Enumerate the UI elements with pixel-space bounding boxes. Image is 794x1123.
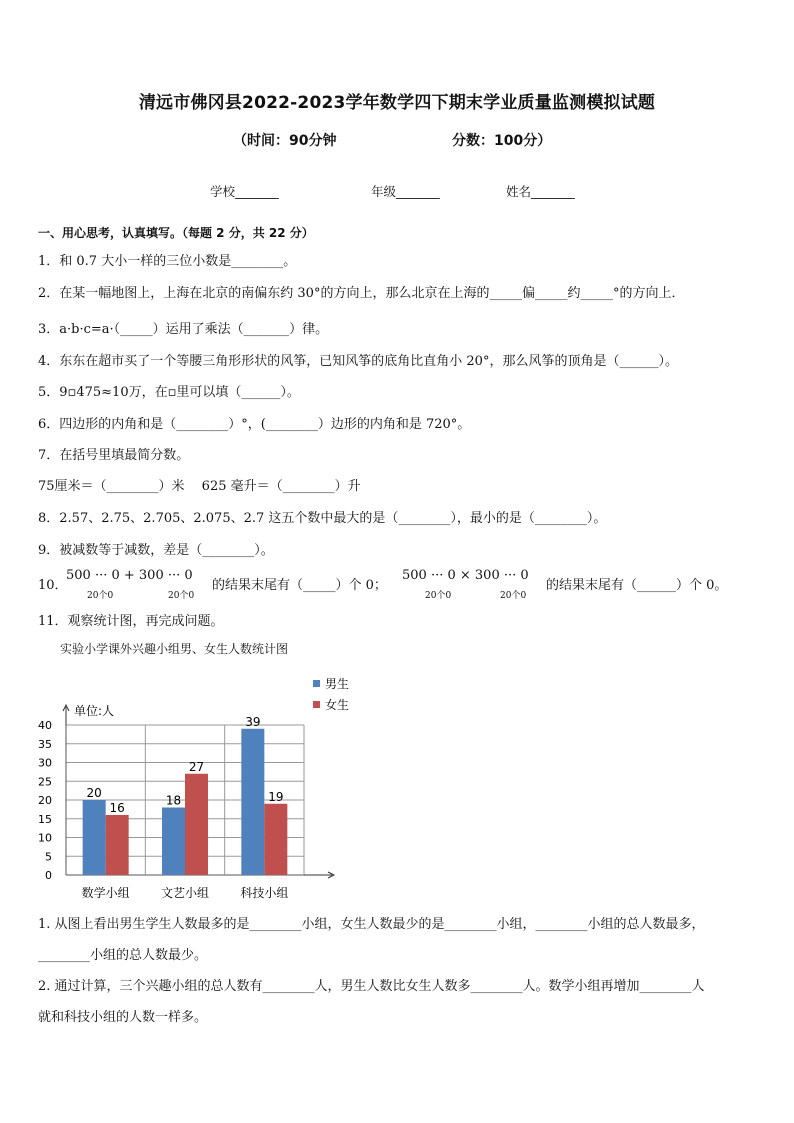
question-4: 4．东东在超市买了一个等腰三角形形状的风筝，已知风筝的底角比直角小 20°，那么风筝的顶角是（______）。 bbox=[38, 354, 678, 369]
chart-unit-label: 单位:人 bbox=[74, 704, 115, 718]
y-tick-label: 35 bbox=[38, 737, 52, 751]
question-8: 8．2.57、2.75、2.705、2.075、2.7 这五个数中最大的是（________），最小的是（________）。 bbox=[38, 511, 607, 526]
grade-field[interactable]: 年级_______ bbox=[371, 184, 440, 199]
legend-girl-swatch bbox=[313, 701, 320, 708]
question-11-part-2b: 就和科技小组的人数一样多。 bbox=[38, 1010, 208, 1025]
y-tick-label: 30 bbox=[38, 756, 52, 770]
question-6: 6．四边形的内角和是（________）°，(________）边形的内角和是 720°。 bbox=[38, 417, 471, 432]
y-tick-label: 0 bbox=[45, 869, 52, 882]
chart-title: 实验小学课外兴趣小组男、女生人数统计图 bbox=[60, 642, 289, 656]
bar-girls bbox=[106, 815, 129, 875]
question-10-number: 10． bbox=[38, 578, 68, 593]
school-field[interactable]: 学校_______ bbox=[210, 184, 279, 199]
y-tick-label: 20 bbox=[38, 794, 52, 807]
bar-value-label: 27 bbox=[188, 759, 205, 774]
question-11-part-1b: ________小组的总人数最少。 bbox=[38, 948, 208, 963]
y-tick-label: 5 bbox=[45, 850, 52, 864]
q10-zero-count-d: 20个0 bbox=[500, 591, 527, 601]
bar-value-label: 18 bbox=[165, 793, 182, 808]
question-11-part-2a: 2. 通过计算，三个兴趣小组的总人数有________人，男生人数比女生人数多________人。数学小组再增加________人 bbox=[38, 979, 705, 994]
q10-zero-count-a: 20个0 bbox=[87, 591, 114, 601]
question-2: 2．在某一幅地图上，上海在北京的南偏东约 30°的方向上，那么北京在上海的_____偏_____约_____°的方向上． bbox=[38, 286, 685, 301]
y-tick-label: 25 bbox=[38, 775, 52, 789]
y-tick-label: 40 bbox=[38, 719, 52, 732]
question-5: 5．9▫475≈10万，在▫里可以填（______）。 bbox=[38, 385, 300, 400]
legend-girl-label: 女生 bbox=[325, 698, 350, 712]
bar-value-label: 20 bbox=[86, 786, 102, 800]
bar-boys bbox=[162, 808, 185, 876]
category-label: 数学小组 bbox=[81, 886, 130, 900]
bar-boys bbox=[241, 729, 264, 875]
bar-value-label: 16 bbox=[109, 801, 125, 815]
section-heading: 一、用心思考，认真填写。（每题 2 分，共 22 分） bbox=[38, 226, 314, 240]
bar-value-label: 19 bbox=[268, 789, 284, 804]
q10-zero-count-b: 20个0 bbox=[168, 591, 195, 601]
question-11: 11．观察统计图，再完成问题。 bbox=[38, 614, 224, 629]
legend-boy-swatch bbox=[313, 680, 320, 687]
time-label: （时间：90分钟 bbox=[233, 133, 337, 149]
question-1: 1．和 0.7 大小一样的三位小数是________。 bbox=[38, 254, 297, 269]
q10-middle-text: 的结果末尾有（_____）个 0； bbox=[212, 578, 387, 593]
question-7-blanks: 75厘米＝（________）米 625 毫升＝（________）升 bbox=[38, 479, 361, 494]
q10-zero-count-c: 20个0 bbox=[425, 591, 452, 601]
page-title: 清远市佛冈县2022-2023学年数学四下期末学业质量监测模拟试题 bbox=[138, 93, 656, 113]
q10-expression-sum: 500 ··· 0 + 300 ··· 0 bbox=[66, 568, 193, 583]
name-field[interactable]: 姓名_______ bbox=[506, 184, 575, 199]
bar-value-label: 39 bbox=[245, 714, 261, 729]
legend-boy-label: 男生 bbox=[325, 677, 350, 691]
y-tick-label: 15 bbox=[38, 812, 52, 826]
bar-boys bbox=[83, 800, 106, 875]
question-7: 7．在括号里填最简分数。 bbox=[38, 448, 190, 463]
bar-girls bbox=[185, 774, 208, 875]
y-tick-label: 10 bbox=[38, 831, 52, 845]
q10-end-text: 的结果末尾有（______）个 0。 bbox=[546, 578, 728, 593]
chart-legend bbox=[313, 676, 349, 712]
bar-chart bbox=[28, 670, 388, 910]
question-11-part-1a: 1. 从图上看出男生学生人数最多的是________小组，女生人数最少的是________小组，________小组的总人数最多， bbox=[38, 917, 705, 932]
category-label: 文艺小组 bbox=[160, 886, 210, 900]
bar-girls bbox=[264, 804, 287, 875]
question-3: 3．a·b·c=a·（_____）运用了乘法（_______）律。 bbox=[38, 322, 329, 337]
score-label: 分数：100分） bbox=[452, 133, 552, 149]
question-9: 9．被减数等于减数，差是（________）。 bbox=[38, 543, 274, 558]
q10-expression-product: 500 ··· 0 × 300 ··· 0 bbox=[402, 568, 529, 583]
category-label: 科技小组 bbox=[240, 886, 289, 900]
